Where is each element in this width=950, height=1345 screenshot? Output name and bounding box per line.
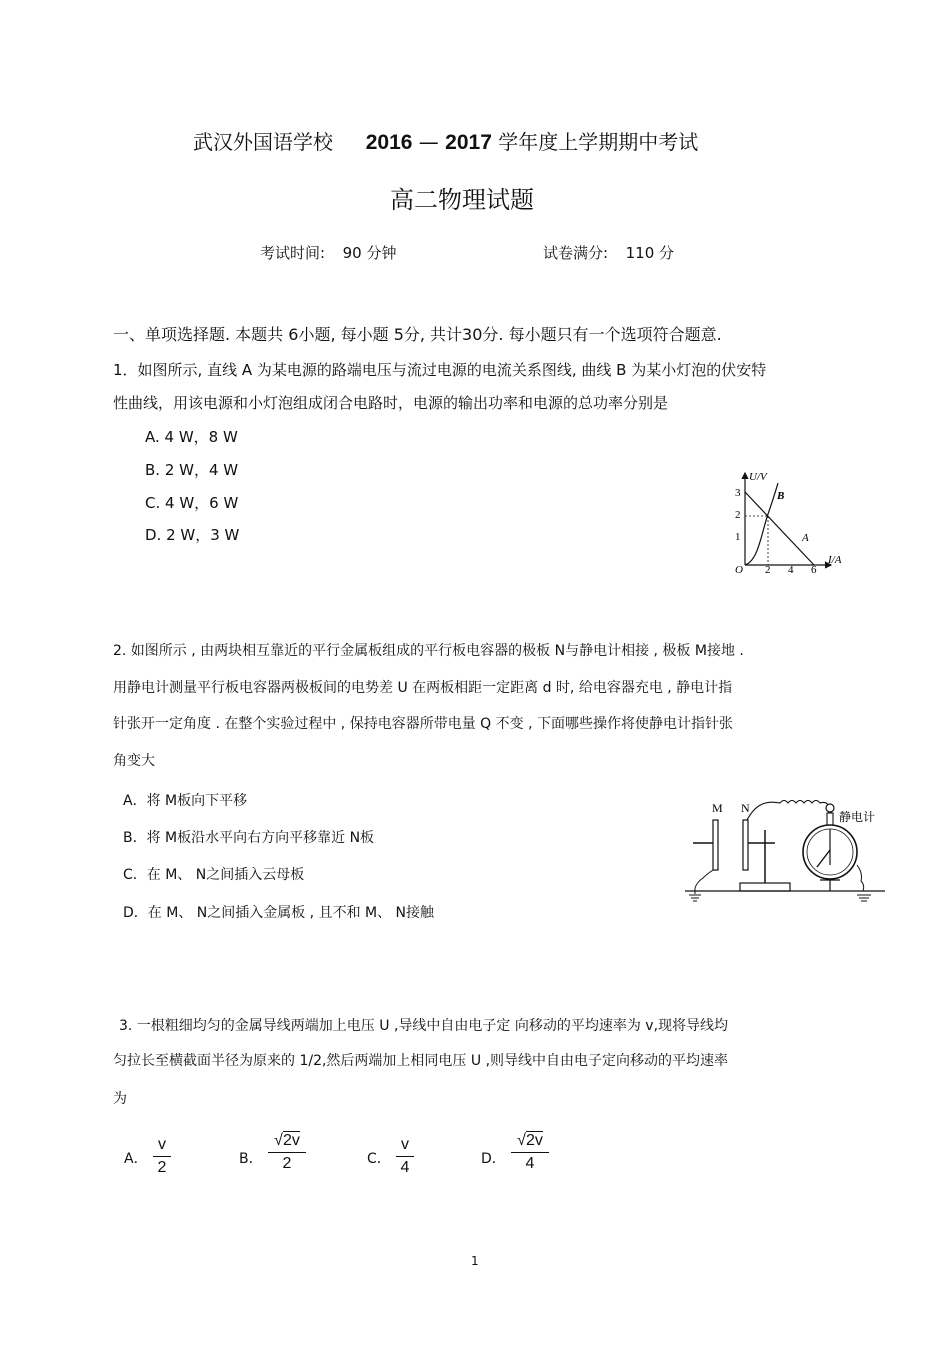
fraction-denominator: 2 <box>157 1159 167 1176</box>
year-start: 2016 <box>365 131 413 154</box>
q1-ui-graph <box>725 465 855 575</box>
full-score <box>543 242 674 263</box>
q1-option-c: C. 4 W，6 W <box>145 494 239 512</box>
q1-option-a: A. 4 W，8 W <box>145 428 238 446</box>
fraction-denominator: 4 <box>525 1155 535 1172</box>
y-axis-label: U/V <box>749 471 767 483</box>
page-title: 高二物理试题 <box>390 186 534 214</box>
q3-line: 为 <box>113 1091 127 1107</box>
x-axis-label: I/A <box>828 554 842 566</box>
exam-header <box>193 126 698 155</box>
q3-option-d-letter: D． <box>481 1151 506 1167</box>
year-end: 2017 <box>445 131 492 154</box>
plate-m-label: M <box>712 801 723 815</box>
section-heading: 一、单项选择题. 本题共 6小题, 每小题 5分, 共计30分. 每小题只有一个选项符合题意. <box>113 325 722 344</box>
q3-line: 匀拉长至横截面半径为原来的 1/2,然后两端加上相同电压 U ,则导线中自由电子定向移动的平均速率 <box>113 1053 729 1069</box>
plate-m <box>713 820 718 870</box>
q3-option-c-fraction <box>396 1135 414 1178</box>
sqrt-icon: √ <box>274 1132 283 1149</box>
plate-n <box>743 820 748 870</box>
line-a-label: A <box>802 532 809 544</box>
electrometer-label: 静电计 <box>839 810 876 824</box>
x-tick: 2 <box>765 564 771 575</box>
q2-option-b: B．将 M板沿水平向右方向平移靠近 N板 <box>123 830 375 846</box>
connecting-wire <box>747 801 830 821</box>
score-label: 试卷满分: <box>543 244 609 262</box>
curve-b-label: B <box>777 490 785 502</box>
exam-time <box>260 242 396 263</box>
page-number: 1 <box>471 1254 479 1268</box>
q2-line: 2. 如图所示 , 由两块相互靠近的平行金属板组成的平行板电容器的极板 N与静电计相接 , 极板 M接地 . <box>113 643 744 659</box>
q3-option-b-letter: B． <box>239 1151 263 1167</box>
fraction-denominator: 2 <box>282 1155 292 1172</box>
q1-line: 1．如图所示, 直线 A 为某电源的路端电压与流过电源的电流关系图线, 曲线 B 为某小灯泡的伏安特 <box>113 361 767 379</box>
q3-option-a-letter: A． <box>124 1151 148 1167</box>
score-value: 110 分 <box>625 244 675 262</box>
q3-option-a-fraction <box>153 1135 171 1178</box>
fraction-numerator: v <box>158 1136 166 1153</box>
q1-option-d: D. 2 W，3 W <box>145 526 240 544</box>
time-label: 考试时间: <box>260 244 326 262</box>
q3-line: 3. 一根粗细均匀的金属导线两端加上电压 U ,导线中自由电子定 向移动的平均速率为 v,现将导线均 <box>119 1018 729 1034</box>
x-tick: 4 <box>788 564 794 575</box>
y-tick: 1 <box>735 531 741 543</box>
time-value: 90 分钟 <box>342 244 397 262</box>
q2-option-d: D．在 M、 N之间插入金属板 , 且不和 M、 N接触 <box>123 905 435 921</box>
q3-option-b-fraction <box>268 1131 306 1174</box>
y-tick: 2 <box>735 509 741 521</box>
q2-line: 针张开一定角度 . 在整个实验过程中 , 保持电容器所带电量 Q 不变 , 下面哪些操作将使静电计指针张 <box>113 716 733 732</box>
q3-option-d-fraction <box>511 1131 549 1174</box>
q2-capacitor-figure <box>685 795 885 905</box>
fraction-numerator: √2v <box>517 1132 543 1149</box>
fraction-denominator: 4 <box>400 1159 410 1176</box>
q1-option-b: B. 2 W，4 W <box>145 461 239 479</box>
electrometer-knob <box>826 804 834 812</box>
q3-option-c-letter: C． <box>367 1151 391 1167</box>
y-tick: 3 <box>735 487 741 499</box>
sqrt-icon: √ <box>517 1132 526 1149</box>
term-name: 学年度上学期期中考试 <box>498 130 699 154</box>
q2-line: 用静电计测量平行板电容器两极板间的电势差 U 在两板相距一定距离 d 时, 给电容器充电 , 静电计指 <box>113 680 733 696</box>
origin-label: O <box>735 564 743 575</box>
year-dash: — <box>418 130 439 154</box>
q2-option-c: C．在 M、 N之间插入云母板 <box>123 867 305 883</box>
stand-base <box>740 883 790 891</box>
school-name: 武汉外国语学校 <box>193 130 333 154</box>
x-tick: 6 <box>811 564 817 575</box>
q2-line: 角变大 <box>113 753 155 769</box>
fraction-numerator: v <box>401 1136 409 1153</box>
fraction-numerator: √2v <box>274 1132 300 1149</box>
plate-n-label: N <box>741 801 750 815</box>
q2-option-a: A．将 M板向下平移 <box>123 793 248 809</box>
curve-b <box>745 483 778 565</box>
q1-line: 性曲线，用该电源和小灯泡组成闭合电路时，电源的输出功率和电源的总功率分别是 <box>113 394 669 412</box>
